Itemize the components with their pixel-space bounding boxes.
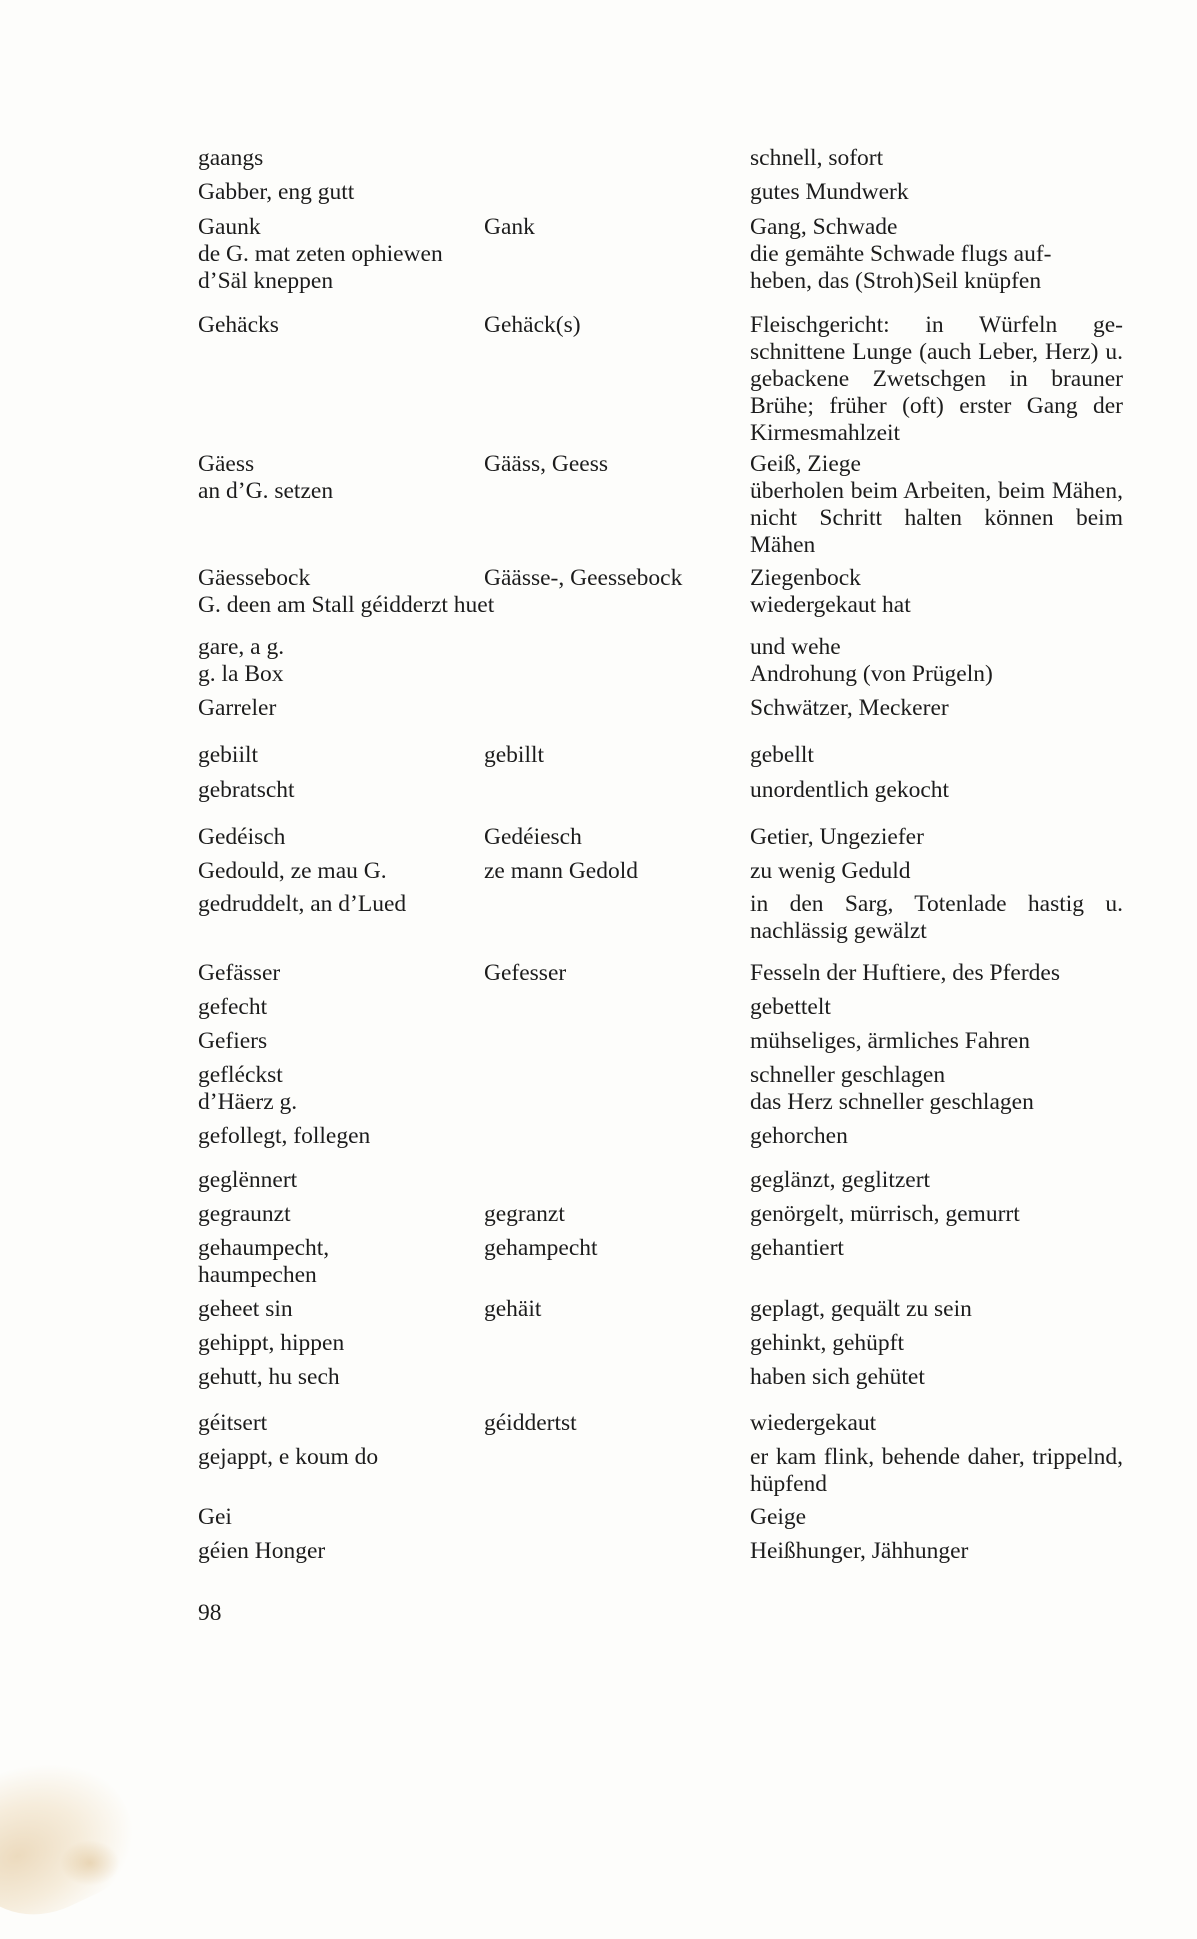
entry-variant: gehäit xyxy=(484,1296,542,1322)
entry-german: heben, das (Stroh)Seil knüpfen xyxy=(750,268,1042,294)
entry-luxembourgish: Gabber, eng gutt xyxy=(198,179,355,205)
entry-german: gebellt xyxy=(750,742,814,768)
entry-luxembourgish: gefléckst xyxy=(198,1062,283,1088)
entry-german: gehantiert xyxy=(750,1235,844,1261)
entry-luxembourgish: gaangs xyxy=(198,145,264,171)
entry-german: die gemähte Schwade flugs auf- xyxy=(750,241,1052,267)
entry-german: in den Sarg, Totenlade hastig u. nachlässig gewälzt xyxy=(750,891,1123,944)
entry-german: Fleischgericht: in Würfeln ge-schnittene Lunge (auch Leber, Herz) u. gebackene Zwetschgen in brauner Brühe; früher (oft) erster Gang der Kirmesmahlzeit xyxy=(750,312,1123,446)
entry-german: genörgelt, mürrisch, gemurrt xyxy=(750,1201,1020,1227)
entry-luxembourgish: gehutt, hu sech xyxy=(198,1364,340,1390)
entry-german: geplagt, gequält zu sein xyxy=(750,1296,972,1322)
entry-german: gehinkt, gehüpft xyxy=(750,1330,905,1356)
entry-german: Androhung (von Prügeln) xyxy=(750,661,993,687)
entry-luxembourgish: Gedéisch xyxy=(198,824,286,850)
entry-luxembourgish: Gei xyxy=(198,1504,232,1530)
entry-luxembourgish: gedruddelt, an d’Lued xyxy=(198,891,407,917)
entry-german: Gang, Schwade xyxy=(750,214,898,240)
entry-luxembourgish: g. la Box xyxy=(198,661,284,687)
entry-variant: Gehäck(s) xyxy=(484,312,581,338)
entry-variant: Gank xyxy=(484,214,535,240)
entry-variant: Gefesser xyxy=(484,960,567,986)
entry-luxembourgish: Garreler xyxy=(198,695,277,721)
entry-luxembourgish: gare, a g. xyxy=(198,634,285,660)
entry-luxembourgish: Gefiers xyxy=(198,1028,268,1054)
entry-luxembourgish: d’Häerz g. xyxy=(198,1089,298,1115)
entry-variant: Gedéiesch xyxy=(484,824,582,850)
entry-variant: géiddertst xyxy=(484,1410,577,1436)
entry-german: schnell, sofort xyxy=(750,145,884,171)
paper-stain xyxy=(0,1731,154,1939)
entry-luxembourgish: Gedould, ze mau G. xyxy=(198,858,387,884)
entry-luxembourgish: géien Honger xyxy=(198,1538,326,1564)
entry-luxembourgish: G. deen am Stall géidderzt huet xyxy=(198,592,495,618)
entry-luxembourgish: haumpechen xyxy=(198,1262,317,1288)
entry-luxembourgish: gejappt, e koum do xyxy=(198,1444,379,1470)
entry-luxembourgish: geheet sin xyxy=(198,1296,293,1322)
entry-german: wiedergekaut xyxy=(750,1410,877,1436)
entry-german: Geiß, Ziege xyxy=(750,451,861,477)
entry-variant: gebillt xyxy=(484,742,545,768)
entry-german: zu wenig Geduld xyxy=(750,858,911,884)
entry-luxembourgish: gefecht xyxy=(198,994,268,1020)
entry-luxembourgish: an d’G. setzen xyxy=(198,478,334,504)
entry-luxembourgish: gebratscht xyxy=(198,777,295,803)
entry-luxembourgish: Gäessebock xyxy=(198,565,311,591)
entry-german: das Herz schneller geschlagen xyxy=(750,1089,1034,1115)
entry-luxembourgish: Gaunk xyxy=(198,214,261,240)
entry-german: haben sich gehütet xyxy=(750,1364,925,1390)
entry-luxembourgish: d’Säl kneppen xyxy=(198,268,334,294)
entry-luxembourgish: Gehäcks xyxy=(198,312,279,338)
entry-luxembourgish: gebiilt xyxy=(198,742,259,768)
entry-variant: ze mann Gedold xyxy=(484,858,639,884)
entry-german: mühseliges, ärmliches Fahren xyxy=(750,1028,1030,1054)
entry-german: und wehe xyxy=(750,634,841,660)
entry-german: Geige xyxy=(750,1504,807,1530)
entry-german: Ziegenbock xyxy=(750,565,861,591)
entry-german: gutes Mundwerk xyxy=(750,179,909,205)
entry-german: Fesseln der Huftiere, des Pferdes xyxy=(750,960,1060,986)
entry-german: gebettelt xyxy=(750,994,831,1020)
paper-stain xyxy=(60,1840,120,1886)
entry-german: Getier, Ungeziefer xyxy=(750,824,924,850)
entry-german: unordentlich gekocht xyxy=(750,777,950,803)
entry-variant: Gäässe-, Geessebock xyxy=(484,565,683,591)
entry-variant: gehampecht xyxy=(484,1235,598,1261)
entry-luxembourgish: gehippt, hippen xyxy=(198,1330,345,1356)
entry-german: Heißhunger, Jähhunger xyxy=(750,1538,969,1564)
entry-luxembourgish: de G. mat zeten ophiewen xyxy=(198,241,443,267)
entry-luxembourgish: Gäess xyxy=(198,451,255,477)
page-number: 98 xyxy=(198,1600,222,1626)
entry-variant: gegranzt xyxy=(484,1201,565,1227)
entry-variant: Gääss, Geess xyxy=(484,451,608,477)
entry-luxembourgish: geglënnert xyxy=(198,1167,298,1193)
entry-luxembourgish: Gefässer xyxy=(198,960,281,986)
entry-german: überholen beim Arbeiten, beim Mähen, nicht Schritt halten können beim Mähen xyxy=(750,478,1123,558)
entry-german: Schwätzer, Meckerer xyxy=(750,695,949,721)
entry-luxembourgish: gehaumpecht, xyxy=(198,1235,330,1261)
entry-german: gehorchen xyxy=(750,1123,848,1149)
entry-luxembourgish: gegraunzt xyxy=(198,1201,291,1227)
entry-luxembourgish: gefollegt, follegen xyxy=(198,1123,371,1149)
entry-german: geglänzt, geglitzert xyxy=(750,1167,931,1193)
entry-german: wiedergekaut hat xyxy=(750,592,911,618)
entry-german: schneller geschlagen xyxy=(750,1062,946,1088)
entry-german: er kam flink, behende daher, trippelnd, hüpfend xyxy=(750,1444,1123,1497)
entry-luxembourgish: géitsert xyxy=(198,1410,268,1436)
